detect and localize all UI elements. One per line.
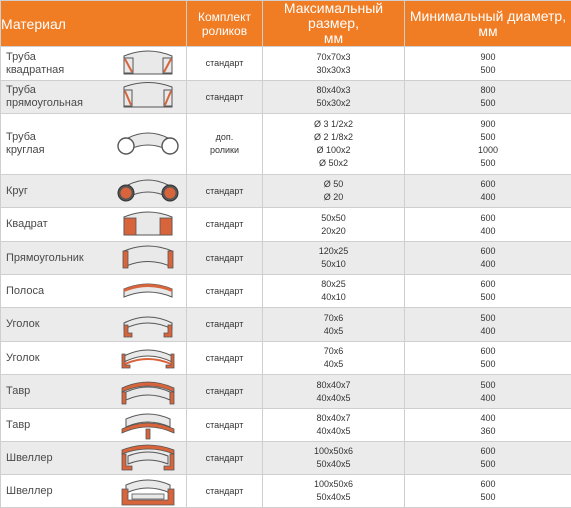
min-diameter-cell (405, 175, 571, 208)
max-size-value: Ø 3 1/2x2 (263, 118, 404, 131)
rollers-line2: ролики (187, 144, 262, 157)
table-row (1, 375, 571, 409)
min-diameter-value: 600 (405, 445, 571, 458)
max-size-value: 50x40x5 (263, 491, 404, 504)
min-diameter-cell (405, 208, 571, 242)
max-size-value: 80x40x3 (263, 84, 404, 97)
max-size-value: 80x25 (263, 278, 404, 291)
material-name-line1: Уголок (6, 352, 110, 365)
rollers-line1: стандарт (187, 485, 262, 498)
min-diameter-value: 400 (405, 258, 571, 271)
rollers-line1: стандарт (187, 57, 262, 70)
rollers-cell (187, 114, 263, 175)
material-name (1, 51, 110, 77)
min-diameter-value: 500 (405, 379, 571, 392)
max-size-value: 50x40x5 (263, 458, 404, 471)
material-name (1, 285, 110, 298)
max-size-value: 40x5 (263, 358, 404, 371)
min-diameter-value: 400 (405, 325, 571, 338)
max-size-value: 70x6 (263, 345, 404, 358)
square-tube-icon (110, 48, 186, 80)
material-name-line1: Квадрат (6, 218, 110, 231)
max-size-value: Ø 50 (263, 178, 404, 191)
max-size-value: 120x25 (263, 245, 404, 258)
angle-out-icon (110, 309, 186, 341)
min-diameter-value: 400 (405, 191, 571, 204)
min-diameter-value: 500 (405, 458, 571, 471)
material-name (1, 352, 110, 365)
max-size-value: Ø 20 (263, 191, 404, 204)
table-row (1, 208, 571, 242)
min-diameter-value: 500 (405, 64, 571, 77)
min-diameter-value: 1000 (405, 144, 571, 157)
material-cell (1, 114, 187, 175)
table-row (1, 47, 571, 81)
max-size-value: 50x10 (263, 258, 404, 271)
min-diameter-cell (405, 242, 571, 275)
material-name (1, 218, 110, 231)
rollers-cell (187, 375, 263, 409)
max-size-value: 100x50x6 (263, 445, 404, 458)
material-name (1, 485, 110, 498)
table-row (1, 308, 571, 342)
material-name-line1: Труба (6, 51, 110, 64)
material-name (1, 452, 110, 465)
material-cell (1, 81, 187, 114)
min-diameter-value: 360 (405, 425, 571, 438)
max-size-value: 100x50x6 (263, 478, 404, 491)
max-size-value: Ø 50x2 (263, 157, 404, 170)
round-tube-icon (110, 128, 186, 160)
min-diameter-value: 600 (405, 245, 571, 258)
angle-in-icon (110, 342, 186, 374)
square-bar-icon (110, 209, 186, 241)
rollers-line1: доп. (187, 131, 262, 144)
table-row (1, 242, 571, 275)
min-diameter-value: 500 (405, 491, 571, 504)
table-row (1, 409, 571, 442)
min-diameter-cell (405, 114, 571, 175)
min-diameter-value: 600 (405, 478, 571, 491)
material-name (1, 385, 110, 398)
min-diameter-value: 400 (405, 412, 571, 425)
rollers-cell (187, 409, 263, 442)
material-name-line1: Швеллер (6, 485, 110, 498)
material-cell (1, 308, 187, 342)
header-material: Материал (1, 1, 187, 47)
material-name (1, 419, 110, 432)
max-size-cell (263, 81, 405, 114)
max-size-value: 80x40x7 (263, 412, 404, 425)
header-min-line1: Минимальный диаметр, (405, 9, 571, 24)
max-size-cell (263, 375, 405, 409)
max-size-value: 40x10 (263, 291, 404, 304)
max-size-value: 20x20 (263, 225, 404, 238)
min-diameter-cell (405, 81, 571, 114)
min-diameter-cell (405, 442, 571, 475)
min-diameter-cell (405, 342, 571, 375)
min-diameter-value: 900 (405, 51, 571, 64)
min-diameter-cell (405, 275, 571, 308)
material-name-line1: Труба (6, 131, 110, 144)
max-size-value: 40x40x5 (263, 425, 404, 438)
header-rollers-line1: Комплект (187, 10, 262, 24)
material-name-line1: Тавр (6, 419, 110, 432)
max-size-value: 50x50 (263, 212, 404, 225)
min-diameter-value: 600 (405, 278, 571, 291)
max-size-value: Ø 2 1/8x2 (263, 131, 404, 144)
header-max-line2: мм (263, 31, 404, 46)
material-cell (1, 442, 187, 475)
max-size-cell (263, 47, 405, 81)
max-size-value: 40x40x5 (263, 392, 404, 405)
material-cell (1, 375, 187, 409)
min-diameter-value: 600 (405, 345, 571, 358)
channel-in-icon (110, 475, 186, 507)
max-size-value: 40x5 (263, 325, 404, 338)
min-diameter-value: 400 (405, 225, 571, 238)
rollers-line1: стандарт (187, 452, 262, 465)
rect-tube-icon (110, 81, 186, 113)
material-name-line1: Круг (6, 185, 110, 198)
material-name (1, 84, 110, 110)
max-size-value: 70x6 (263, 312, 404, 325)
material-cell (1, 47, 187, 81)
material-cell (1, 342, 187, 375)
max-size-value: Ø 100x2 (263, 144, 404, 157)
material-name-line1: Уголок (6, 318, 110, 331)
max-size-cell (263, 175, 405, 208)
max-size-cell (263, 208, 405, 242)
material-cell (1, 409, 187, 442)
rollers-line1: стандарт (187, 91, 262, 104)
table-row (1, 81, 571, 114)
min-diameter-cell (405, 47, 571, 81)
header-max-size (263, 1, 405, 47)
material-name-line1: Швеллер (6, 452, 110, 465)
rollers-cell (187, 275, 263, 308)
material-cell (1, 242, 187, 275)
rollers-line1: стандарт (187, 318, 262, 331)
min-diameter-cell (405, 409, 571, 442)
material-name-line1: Прямоугольник (6, 252, 110, 265)
rollers-line1: стандарт (187, 252, 262, 265)
min-diameter-value: 600 (405, 178, 571, 191)
max-size-cell (263, 342, 405, 375)
material-name-line2: прямоугольная (6, 97, 110, 110)
rollers-cell (187, 47, 263, 81)
max-size-value: 70x70x3 (263, 51, 404, 64)
rollers-cell (187, 175, 263, 208)
channel-out-icon (110, 442, 186, 474)
max-size-cell (263, 242, 405, 275)
table-row (1, 114, 571, 175)
rollers-cell (187, 442, 263, 475)
table-row (1, 342, 571, 375)
min-diameter-value: 500 (405, 312, 571, 325)
rollers-line1: стандарт (187, 285, 262, 298)
rollers-cell (187, 342, 263, 375)
header-max-line1: Максимальный размер, (263, 1, 404, 31)
max-size-cell (263, 114, 405, 175)
table-row (1, 442, 571, 475)
material-cell (1, 208, 187, 242)
rect-bar-icon (110, 242, 186, 274)
material-cell (1, 275, 187, 308)
header-rollers-line2: роликов (187, 24, 262, 38)
material-name (1, 185, 110, 198)
rollers-cell (187, 208, 263, 242)
material-name (1, 318, 110, 331)
min-diameter-value: 500 (405, 291, 571, 304)
rollers-line1: стандарт (187, 218, 262, 231)
material-name-line1: Полоса (6, 285, 110, 298)
min-diameter-value: 600 (405, 212, 571, 225)
material-name (1, 252, 110, 265)
min-diameter-value: 500 (405, 97, 571, 110)
max-size-value: 80x40x7 (263, 379, 404, 392)
material-name-line2: квадратная (6, 64, 110, 77)
rollers-line1: стандарт (187, 419, 262, 432)
table-row (1, 275, 571, 308)
min-diameter-value: 900 (405, 118, 571, 131)
header-row (1, 1, 571, 47)
strip-icon (110, 275, 186, 307)
min-diameter-value: 500 (405, 358, 571, 371)
min-diameter-value: 500 (405, 157, 571, 170)
rollers-cell (187, 308, 263, 342)
max-size-cell (263, 275, 405, 308)
tee-in-icon (110, 409, 186, 441)
header-rollers (187, 1, 263, 47)
min-diameter-cell (405, 375, 571, 409)
material-name-line1: Труба (6, 84, 110, 97)
round-bar-icon (110, 175, 186, 207)
header-min-line2: мм (405, 24, 571, 39)
max-size-value: 50x30x2 (263, 97, 404, 110)
material-cell (1, 175, 187, 208)
max-size-cell (263, 308, 405, 342)
max-size-value: 30x30x3 (263, 64, 404, 77)
min-diameter-cell (405, 308, 571, 342)
min-diameter-value: 400 (405, 392, 571, 405)
rollers-line1: стандарт (187, 352, 262, 365)
table-row (1, 175, 571, 208)
material-name-line2: круглая (6, 144, 110, 157)
max-size-cell (263, 409, 405, 442)
material-name (1, 131, 110, 157)
material-name-line1: Тавр (6, 385, 110, 398)
rollers-line1: стандарт (187, 385, 262, 398)
tee-out-icon (110, 376, 186, 408)
min-diameter-value: 800 (405, 84, 571, 97)
rollers-cell (187, 242, 263, 275)
min-diameter-value: 500 (405, 131, 571, 144)
max-size-cell (263, 442, 405, 475)
rollers-cell (187, 81, 263, 114)
rollers-line1: стандарт (187, 185, 262, 198)
header-min-diameter (405, 1, 571, 47)
